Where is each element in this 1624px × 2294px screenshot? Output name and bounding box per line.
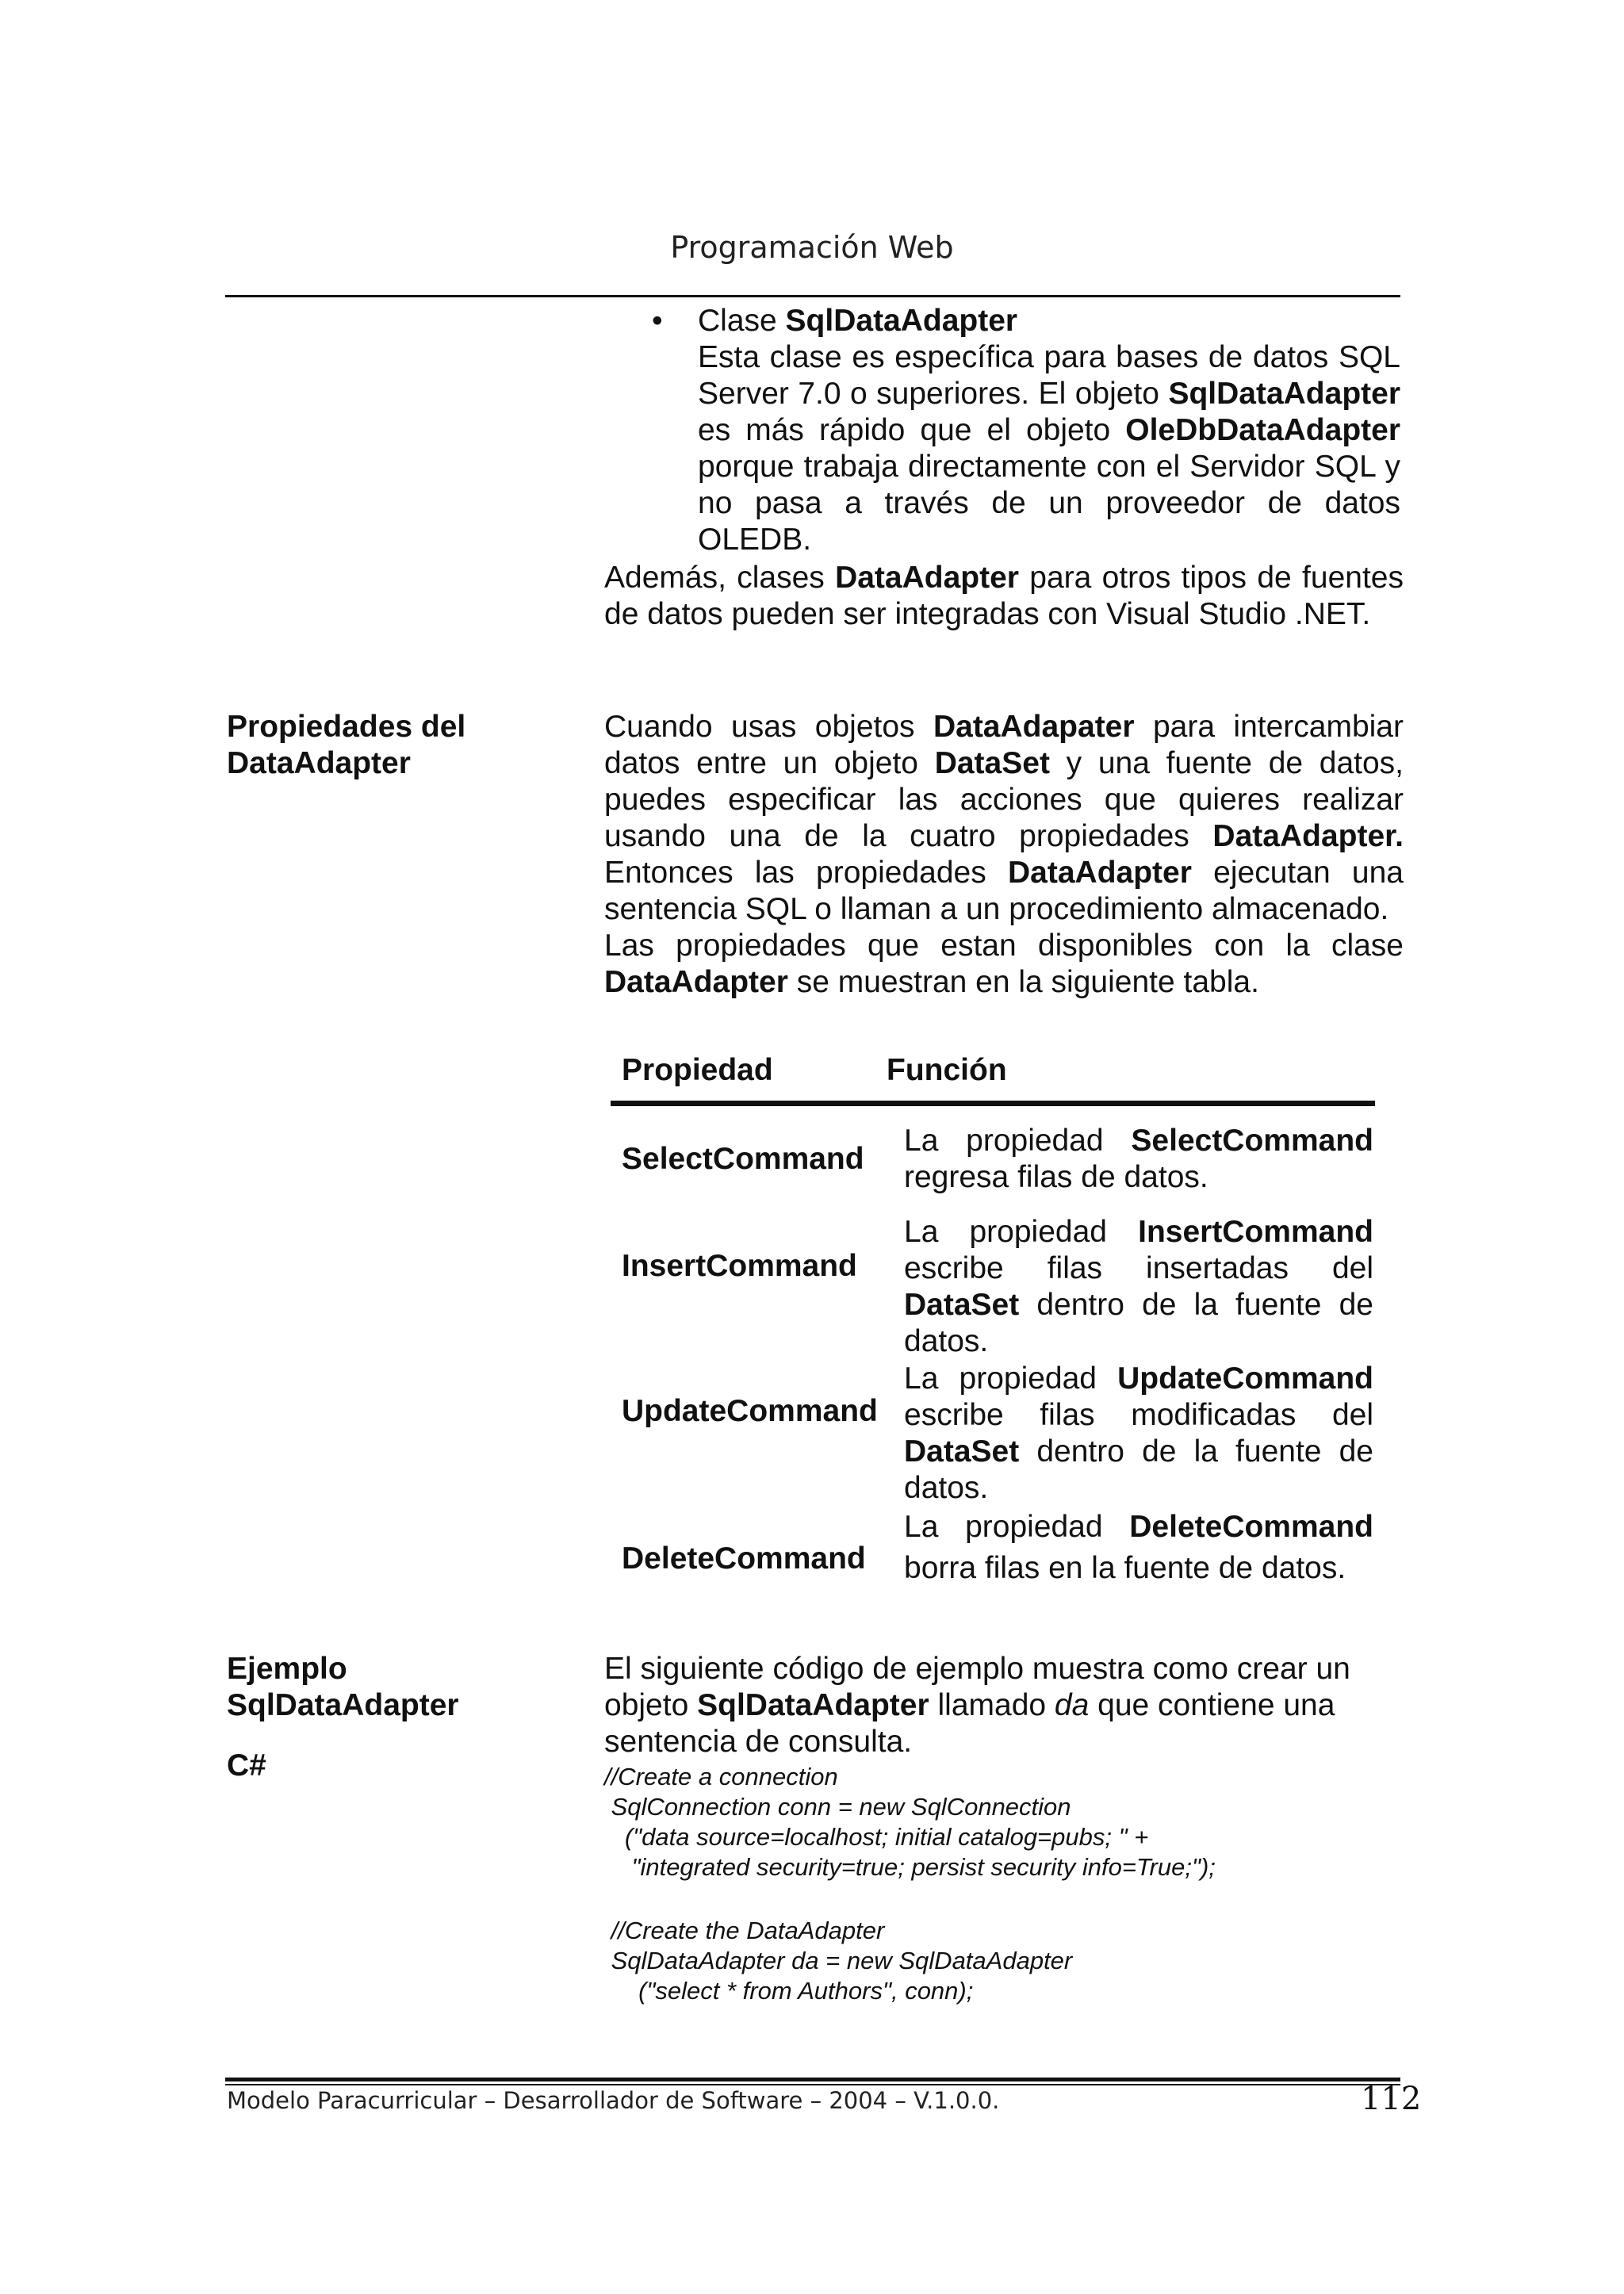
paragraph-text: para otros tipos de fuentes de datos pueden ser integradas con Visual Studio .NET. [604, 561, 1404, 631]
table-cell-function [904, 1123, 1373, 1196]
table-cell-function [904, 1361, 1373, 1507]
paragraph-text: ejecutan una sentencia SQL o llaman a un procedimiento almacenado. [604, 856, 1404, 926]
header-divider [225, 295, 1400, 297]
cell-bold: DataSet [904, 1288, 1020, 1322]
section-label-language: C# [227, 1748, 266, 1783]
code-block-connection [604, 1762, 1216, 1882]
paragraph-propiedades [604, 709, 1404, 1001]
bullet-sqldataadapter [652, 303, 1404, 558]
cell-bold: InsertCommand [1138, 1215, 1373, 1249]
cell-text: escribe filas insertadas del [904, 1251, 1373, 1285]
cell-text: dentro de la fuente de datos. [904, 1288, 1373, 1358]
bullet-desc-bold: SqlDataAdapter [1168, 377, 1400, 411]
bullet-heading [652, 303, 1404, 339]
code-line: SqlConnection conn = new SqlConnection [604, 1793, 1071, 1821]
footer-text: Modelo Paracurricular – Desarrollador de Software – 2004 – V.1.0.0. [227, 2087, 1000, 2114]
code-line: "integrated security=true; persist security info=True;"); [604, 1853, 1216, 1881]
cell-text: La propiedad [904, 1361, 1118, 1396]
code-line: SqlDataAdapter da = new SqlDataAdapter [604, 1947, 1073, 1974]
table-row [611, 1123, 1375, 1218]
bullet-prefix: Clase [698, 304, 786, 338]
table-cell-function [904, 1507, 1373, 1589]
footer-divider [225, 2084, 1400, 2085]
paragraph-text: se muestran en la siguiente tabla. [787, 965, 1259, 999]
cell-text: dentro de la fuente de datos. [904, 1434, 1373, 1505]
page-number: 112 [1361, 2081, 1422, 2117]
paragraph-italic: da [1054, 1688, 1090, 1722]
paragraph-text: para intercambiar datos entre un objeto [604, 710, 1404, 780]
table-cell-property: SelectCommand [622, 1142, 864, 1176]
paragraph-bold: DataAdapter [1008, 856, 1192, 890]
table-header-function: Función [887, 1053, 1007, 1087]
code-line: //Create a connection [604, 1763, 838, 1790]
paragraph-text: llamado [929, 1688, 1055, 1722]
cell-text: La propiedad [904, 1215, 1139, 1249]
table-cell-function [904, 1214, 1373, 1360]
bullet-desc-text: es más rápido que el objeto [698, 413, 1126, 447]
table-header-row [611, 1053, 1375, 1101]
section-label-line: Propiedades del [227, 710, 466, 744]
page-header-title: Programación Web [670, 230, 954, 265]
bullet-desc-text: Esta clase es específica para bases de datos SQL Server 7.0 o superiores. El objeto [698, 340, 1400, 411]
paragraph-text: que contiene una sentencia de consulta. [604, 1688, 1335, 1759]
cell-text: borra filas en la fuente de datos. [904, 1551, 1346, 1585]
bullet-class-name: SqlDataAdapter [785, 304, 1018, 338]
cell-bold: UpdateCommand [1117, 1361, 1373, 1396]
section-label-line: DataAdapter [227, 746, 411, 780]
paragraph-bold: DataAdapater [933, 710, 1135, 744]
table-row [611, 1214, 1375, 1365]
cell-bold: DeleteCommand [1129, 1510, 1373, 1544]
code-line: ("data source=localhost; initial catalog=pubs; " + [604, 1823, 1149, 1851]
paragraph-bold: DataAdapter. [1212, 819, 1404, 853]
paragraph-text: Además, clases [604, 561, 836, 595]
cell-bold: SelectCommand [1131, 1124, 1373, 1158]
paragraph-text: Entonces las propiedades [604, 856, 1008, 890]
cell-text: La propiedad [904, 1124, 1132, 1158]
paragraph-propiedades-2 [604, 928, 1404, 1001]
section-label-propiedades [227, 709, 465, 782]
table-row [611, 1507, 1375, 1594]
bullet-dot-icon: • [652, 304, 663, 338]
paragraph-bold: DataAdapter [604, 965, 788, 999]
table-row [611, 1361, 1375, 1511]
paragraph-ejemplo [604, 1651, 1404, 1760]
code-line: //Create the DataAdapter [604, 1917, 885, 1944]
bullet-description [698, 339, 1400, 558]
paragraph-bold: DataAdapter [835, 561, 1019, 595]
bullet-desc-bold: OleDbDataAdapter [1125, 413, 1400, 447]
cell-bold: DataSet [904, 1434, 1020, 1469]
cell-text: regresa filas de datos. [904, 1160, 1208, 1194]
section-label-ejemplo [227, 1651, 459, 1784]
table-cell-property: UpdateCommand [622, 1394, 878, 1428]
paragraph-text: Cuando usas objetos [604, 710, 933, 744]
table-cell-property: DeleteCommand [622, 1541, 866, 1576]
table-header-divider [611, 1101, 1375, 1106]
section-label-line: Ejemplo [227, 1652, 347, 1686]
paragraph-ademas [604, 560, 1404, 633]
paragraph-text: y una fuente de datos, puedes especificar las acciones que quieres realizar usando una de la cuatro propiedades [604, 746, 1404, 853]
table-header-property: Propiedad [622, 1053, 773, 1087]
paragraph-text: El siguiente código de ejemplo muestra como crear un objeto [604, 1652, 1350, 1722]
code-line: ("select * from Authors", conn); [604, 1977, 974, 2005]
paragraph-text: Las propiedades que estan disponibles con la clase [604, 929, 1404, 963]
table-cell-property: InsertCommand [622, 1249, 857, 1283]
paragraph-bold: DataSet [934, 746, 1050, 780]
section-label-line: SqlDataAdapter [227, 1688, 459, 1722]
code-block-dataadapter [604, 1916, 1072, 2006]
paragraph-bold: SqlDataAdapter [697, 1688, 929, 1722]
cell-text: La propiedad [904, 1510, 1130, 1544]
properties-table [611, 1053, 1375, 1585]
paragraph-propiedades-1 [604, 709, 1404, 928]
bullet-desc-text: porque trabaja directamente con el Servidor SQL y no pasa a través de un proveedor de datos OLEDB. [698, 450, 1400, 557]
cell-text: escribe filas modificadas del [904, 1398, 1373, 1432]
footer-divider [225, 2078, 1400, 2081]
